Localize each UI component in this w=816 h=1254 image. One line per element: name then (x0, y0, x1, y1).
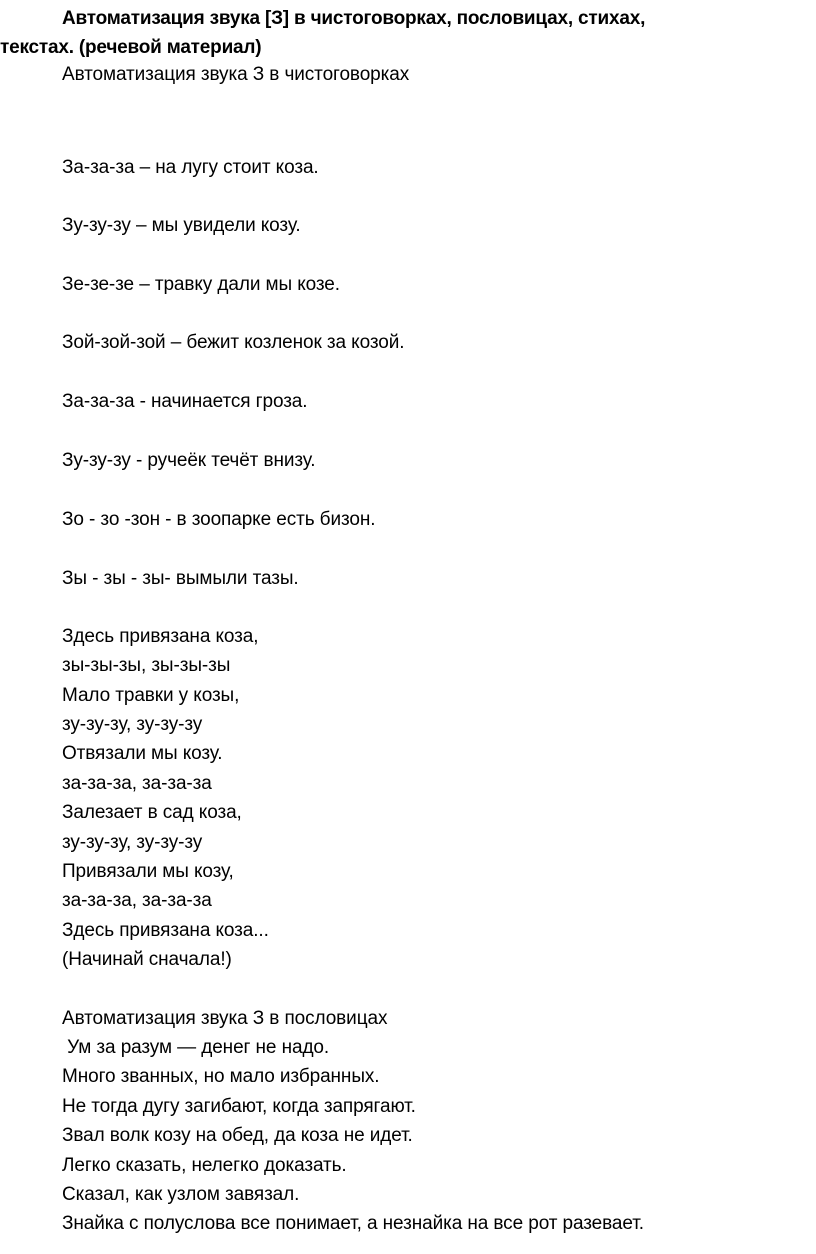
tongue-twister-line: Зо - зо -зон - в зоопарке есть бизон. (62, 509, 376, 530)
poem-line: зу-зу-зу, зу-зу-зу (62, 714, 203, 735)
poem-line: за-за-за, за-за-за (62, 773, 212, 794)
poem-line: Отвязали мы козу. (62, 743, 223, 764)
poem-line: (Начинай сначала!) (62, 949, 232, 970)
proverb-line: Знайка с полуслова все понимает, а незнайка на все рот разевает. (62, 1213, 644, 1234)
tongue-twister-line: Зой-зой-зой – бежит козленок за козой. (62, 332, 405, 353)
poem-line: Залезает в сад коза, (62, 802, 242, 823)
tongue-twister-line: За-за-за - начинается гроза. (62, 391, 308, 412)
poem-line: зу-зу-зу, зу-зу-зу (62, 832, 203, 853)
tongue-twister-line: Зу-зу-зу – мы увидели козу. (62, 215, 301, 236)
section-heading-proverbs: Автоматизация звука З в пословицах (62, 1008, 388, 1029)
proverb-line: Ум за разум — денег не надо. (62, 1037, 330, 1058)
poem-line: зы-зы-зы, зы-зы-зы (62, 655, 231, 676)
document-title (0, 4, 800, 62)
proverb-line: Звал волк козу на обед, да коза не идет. (62, 1125, 413, 1146)
tongue-twister-line: Зе-зе-зе – травку дали мы козе. (62, 274, 340, 295)
proverb-line: Сказал, как узлом завязал. (62, 1184, 300, 1205)
proverb-line: Легко сказать, нелегко доказать. (62, 1155, 347, 1176)
section-heading-chistogovorki: Автоматизация звука З в чистоговорках (62, 64, 410, 85)
poem-line: Привязали мы козу, (62, 861, 234, 882)
proverb-line: Не тогда дугу загибают, когда запрягают. (62, 1096, 416, 1117)
proverb-line: Много званных, но мало избранных. (62, 1066, 380, 1087)
poem-line: Здесь привязана коза... (62, 920, 269, 941)
title-line-1: Автоматизация звука [З] в чистоговорках, пословицах, стихах, (62, 8, 646, 29)
tongue-twister-line: Зы - зы - зы- вымыли тазы. (62, 568, 299, 589)
tongue-twister-line: Зу-зу-зу - ручеёк течёт внизу. (62, 450, 316, 471)
poem-line: за-за-за, за-за-за (62, 890, 212, 911)
tongue-twister-line: За-за-за – на лугу стоит коза. (62, 157, 319, 178)
poem-line: Мало травки у козы, (62, 685, 240, 706)
poem-line: Здесь привязана коза, (62, 626, 259, 647)
title-line-2: текстах. (речевой материал) (0, 37, 262, 58)
